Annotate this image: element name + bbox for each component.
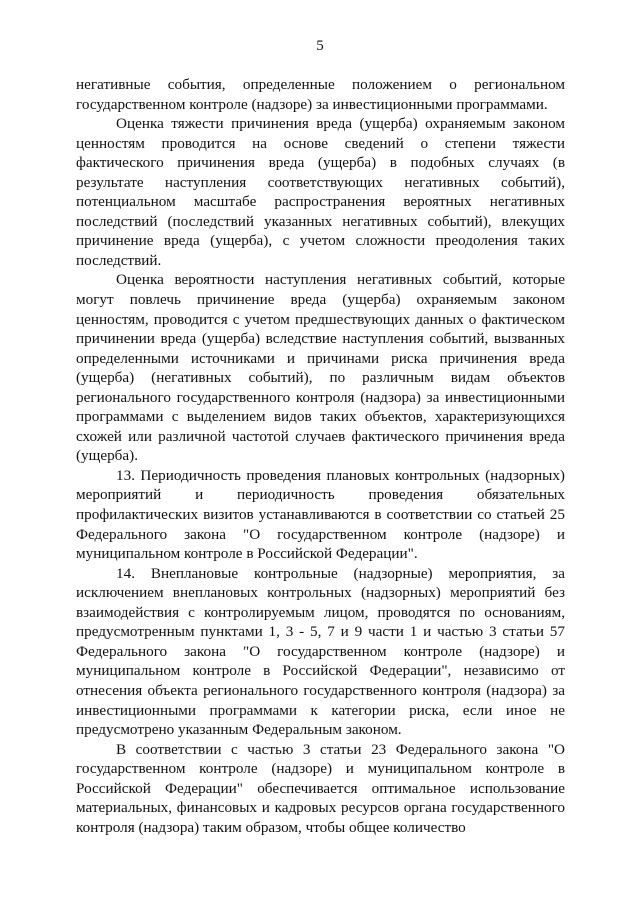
- paragraph-continuation: негативные события, определенные положением о региональном государственном контроле (надзоре) за инвестиционными программами.: [76, 76, 565, 113]
- paragraph-item-13: 13. Периодичность проведения плановых контрольных (надзорных) мероприятий и периодичность проведения обязательных профилактических визитов устанавливаются в соответствии со статьей 25 Федерального закона "О государственном контроле (надзоре) и муниципальном контроле в Российской Федерации".: [76, 466, 565, 563]
- paragraph-event-probability: Оценка вероятности наступления негативных событий, которые могут повлечь причинение вреда (ущерба) охраняемым законом ценностям, проводится с учетом предшествующих данных о фактическом причинении вреда (ущерба) вследствие наступления событий, вызванных определенными источниками и причинами риска причинения вреда (ущерба) (негативных событий), по различным видам объектов регионального государственного контроля (надзора) за инвестиционными программами с выделением видов таких объектов, характеризующихся схожей или различной частотой случаев фактического причинения вреда (ущерба).: [76, 271, 565, 465]
- paragraph-item-14: 14. Внеплановые контрольные (надзорные) мероприятия, за исключением внеплановых контрольных (надзорных) мероприятий без взаимодействия с контролируемым лицом, проводятся по основаниям, предусмотренным пунктами 1, 3 - 5, 7 и 9 части 1 и частью 3 статьи 57 Федерального закона "О государственном контроле (надзоре) и муниципальном контроле в Российской Федерации", независимо от отнесения объекта регионального государственного контроля (надзора) за инвестиционными программами к категории риска, если иное не предусмотрено указанным Федеральным законом.: [76, 564, 565, 739]
- paragraph-resources: В соответствии с частью 3 статьи 23 Федерального закона "О государственном контроле (надзоре) и муниципальном контроле в Российской Федерации" обеспечивается оптимальное использование материальных, финансовых и кадровых ресурсов органа государственного контроля (надзора) таким образом, чтобы общее количество: [76, 740, 565, 836]
- page-number: 5: [316, 38, 324, 54]
- paragraph-harm-severity: Оценка тяжести причинения вреда (ущерба) охраняемым законом ценностям проводится на основе сведений о степени тяжести фактического причинения вреда (ущерба) в подобных случаях (в результате наступления соответствующих негативных событий), потенциальном масштабе распространения вероятных негативных последствий (последствий указанных негативных событий), влекущих причинение вреда (ущерба), с учетом сложности преодоления таких последствий.: [76, 115, 565, 269]
- document-body: [76, 75, 565, 837]
